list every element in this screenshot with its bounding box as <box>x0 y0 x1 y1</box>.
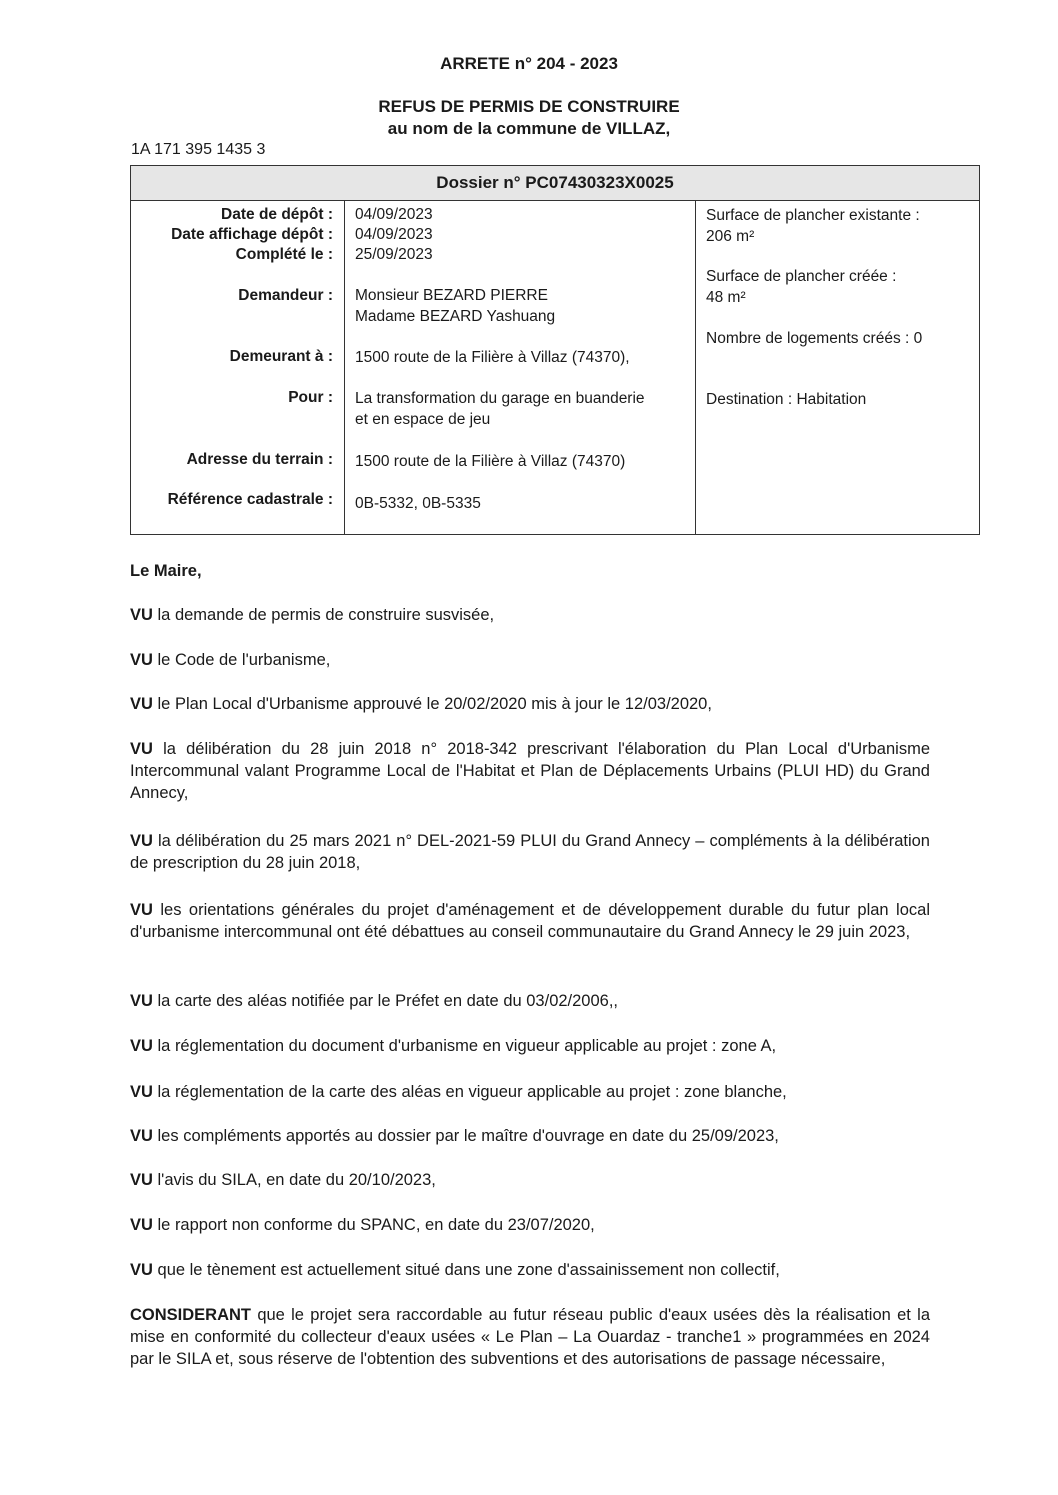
considerant-paragraph <box>130 1304 930 1370</box>
vu-text: les orientations générales du projet d'aménagement et de développement durable du futur plan local d'urbanisme intercommunal ont été débattues au conseil communautaire du Grand Annecy le 29 juin 2023, <box>130 901 930 941</box>
vu-paragraph <box>130 1214 930 1236</box>
vu-keyword: VU <box>130 992 153 1010</box>
vu-text: la réglementation du document d'urbanisme en vigueur applicable au projet : zone A, <box>157 1037 777 1055</box>
vu-paragraph <box>130 1035 930 1057</box>
dossier-number: Dossier n° PC07430323X0025 <box>131 166 979 201</box>
demeurant-label: Demeurant à : <box>229 348 333 365</box>
vu-text: les compléments apportés au dossier par le maître d'ouvrage en date du 25/09/2023, <box>157 1127 779 1145</box>
vu-text: le Code de l'urbanisme, <box>157 651 331 669</box>
vu-keyword: VU <box>130 651 153 669</box>
vu-keyword: VU <box>130 1171 153 1189</box>
vu-paragraph <box>130 1169 930 1191</box>
destination: Destination : Habitation <box>706 391 867 408</box>
registered-mail-reference: 1A 171 395 1435 3 <box>131 141 266 158</box>
reference-cadastrale-value: 0B-5332, 0B-5335 <box>355 495 481 512</box>
adresse-terrain-label: Adresse du terrain : <box>186 451 333 468</box>
surface-creee-label: Surface de plancher créée : <box>706 268 897 285</box>
commune-heading: au nom de la commune de VILLAZ, <box>387 119 671 138</box>
date-affichage-value: 04/09/2023 <box>355 226 433 243</box>
demeurant-value: 1500 route de la Filière à Villaz (74370), <box>355 349 630 366</box>
demandeur-label: Demandeur : <box>238 287 333 304</box>
column-divider-1 <box>344 201 345 534</box>
vu-text: la demande de permis de construire susvisée, <box>157 606 495 624</box>
vu-text: la carte des aléas notifiée par le Préfet en date du 03/02/2006,, <box>157 992 619 1010</box>
vu-keyword: VU <box>130 1083 153 1101</box>
vu-text: que le tènement est actuellement situé dans une zone d'assainissement non collectif, <box>157 1261 780 1279</box>
surface-existante-value: 206 m² <box>706 228 755 245</box>
vu-keyword: VU <box>130 1261 153 1279</box>
demandeur-value-1: Monsieur BEZARD PIERRE <box>355 287 548 304</box>
vu-paragraph <box>130 693 930 715</box>
vu-text: la délibération du 25 mars 2021 n° DEL-2021-59 PLUI du Grand Annecy – compléments à la délibération de prescription du 28 juin 2018, <box>130 832 930 872</box>
vu-keyword: VU <box>130 1127 153 1145</box>
vu-keyword: VU <box>130 832 153 850</box>
complete-label: Complété le : <box>235 246 333 263</box>
vu-text: le rapport non conforme du SPANC, en date du 23/07/2020, <box>157 1216 595 1234</box>
vu-paragraph <box>130 649 930 671</box>
pour-value-2: et en espace de jeu <box>355 411 491 428</box>
dossier-box <box>130 165 980 535</box>
vu-keyword: VU <box>130 606 153 624</box>
logements-crees: Nombre de logements créés : 0 <box>706 330 923 347</box>
pour-label: Pour : <box>288 389 333 406</box>
vu-keyword: VU <box>130 740 153 758</box>
vu-keyword: VU <box>130 901 153 919</box>
vu-text: l'avis du SILA, en date du 20/10/2023, <box>157 1171 436 1189</box>
adresse-terrain-value: 1500 route de la Filière à Villaz (74370) <box>355 453 626 470</box>
vu-paragraph <box>130 899 930 943</box>
vu-keyword: VU <box>130 1216 153 1234</box>
vu-paragraph <box>130 990 930 1012</box>
arrete-title: ARRETE n° 204 - 2023 <box>440 54 618 73</box>
vu-paragraph <box>130 1259 930 1281</box>
complete-value: 25/09/2023 <box>355 246 433 263</box>
vu-paragraph <box>130 604 930 626</box>
reference-cadastrale-label: Référence cadastrale : <box>167 491 333 508</box>
vu-text: la délibération du 28 juin 2018 n° 2018-342 prescrivant l'élaboration du Plan Local d'Urbanisme Intercommunal valant Programme Local de l'Habitat et Plan de Déplacements Urbains (PLUI HD) du Grand Annecy, <box>130 740 930 802</box>
le-maire: Le Maire, <box>130 562 202 580</box>
date-depot-value: 04/09/2023 <box>355 206 433 223</box>
vu-paragraph <box>130 738 930 804</box>
refus-heading: REFUS DE PERMIS DE CONSTRUIRE <box>378 97 680 116</box>
vu-keyword: VU <box>130 695 153 713</box>
surface-creee-value: 48 m² <box>706 289 746 306</box>
vu-text: la réglementation de la carte des aléas en vigueur applicable au projet : zone blanche, <box>157 1083 787 1101</box>
pour-value-1: La transformation du garage en buanderie <box>355 390 645 407</box>
surface-existante-label: Surface de plancher existante : <box>706 207 920 224</box>
vu-paragraph <box>130 830 930 874</box>
considerant-text: que le projet sera raccordable au futur réseau public d'eaux usées dès la réalisation et la mise en conformité du collecteur d'eaux usées « Le Plan – La Ouardaz - tranche1 » programmées en 2024 par le SILA et, sous réserve de l'obtention des subventions et des autorisations de passage nécessaire, <box>130 1306 930 1368</box>
column-divider-2 <box>695 201 696 534</box>
vu-paragraph <box>130 1081 930 1103</box>
considerant-keyword: CONSIDERANT <box>130 1306 252 1324</box>
date-depot-label: Date de dépôt : <box>221 206 333 223</box>
vu-text: le Plan Local d'Urbanisme approuvé le 20/02/2020 mis à jour le 12/03/2020, <box>157 695 712 713</box>
demandeur-value-2: Madame BEZARD Yashuang <box>355 308 556 325</box>
vu-keyword: VU <box>130 1037 153 1055</box>
vu-paragraph <box>130 1125 930 1147</box>
date-affichage-label: Date affichage dépôt : <box>171 226 333 243</box>
